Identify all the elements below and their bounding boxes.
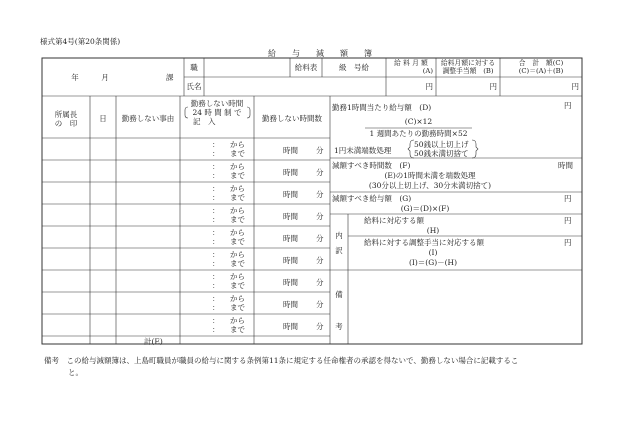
row-jikan: 時間 (283, 146, 298, 155)
gokei-formula: (C)＝(A)＋(B) (518, 67, 564, 75)
row-colon: ： (212, 228, 220, 237)
time-label: 勤務しない時間 (190, 99, 244, 108)
row-jikan: 時間 (283, 190, 298, 199)
row-colon: ： (212, 162, 220, 171)
i-mark: (I) (428, 248, 438, 257)
h-yen: 円 (564, 216, 572, 225)
h-mark: (H) (426, 226, 440, 235)
row-to: まで (230, 281, 245, 290)
row-jikan: 時間 (283, 256, 298, 265)
row-colon: ： (212, 316, 220, 325)
row-from: から (230, 162, 245, 171)
biko-label-2: 考 (335, 322, 343, 331)
d-numerator: (C)×12 (404, 117, 433, 126)
i-formula: (I)＝(G)－(H) (408, 258, 458, 267)
d-denominator: 1 週間あたりの勤務時間×52 (369, 129, 468, 138)
g-yen: 円 (564, 194, 572, 203)
salary-table-label: 給料表 (294, 63, 318, 72)
shozokucho-label-2: の 印 (54, 119, 78, 128)
row-fun: 分 (316, 212, 324, 221)
row-to: まで (230, 259, 245, 268)
row-colon: ： (212, 281, 220, 290)
row-colon: ： (212, 303, 220, 312)
row-to: まで (230, 193, 245, 202)
row-fun: 分 (316, 234, 324, 243)
row-to: まで (230, 171, 245, 180)
row-colon: ： (212, 250, 220, 259)
row-from: から (230, 184, 245, 193)
row-colon: ： (212, 184, 220, 193)
row-from: から (230, 140, 245, 149)
row-colon: ： (212, 237, 220, 246)
row-jikan: 時間 (283, 212, 298, 221)
row-colon: ： (212, 259, 220, 268)
row-to: まで (230, 237, 245, 246)
grade-label: 級 号給 (339, 63, 369, 72)
year-month-label: 年 月 (71, 73, 109, 82)
hours-label: 勤務しない時間数 (262, 114, 322, 123)
row-from: から (230, 206, 245, 215)
row-fun: 分 (316, 300, 324, 309)
row-colon: ： (212, 149, 220, 158)
row-jikan: 時間 (283, 300, 298, 309)
row-from: から (230, 294, 245, 303)
row-fun: 分 (316, 146, 324, 155)
d-yen: 円 (564, 101, 572, 110)
time-24h-label: 24 時 間 制 で (192, 108, 242, 117)
d-label: 勤務1時間当たり給与額 (D) (332, 103, 432, 112)
i-label: 給料に対する調整手当に対応する額 (364, 238, 484, 247)
i-yen: 円 (564, 238, 572, 247)
row-colon: ： (212, 140, 220, 149)
rounding-down: 50銭未満切捨て (414, 149, 469, 158)
row-jikan: 時間 (283, 322, 298, 331)
day-label: 日 (99, 114, 107, 123)
form-title: 給 与 減 額 簿 (268, 49, 372, 58)
biko-label: 備 (335, 290, 343, 299)
row-fun: 分 (316, 190, 324, 199)
g-label: 減額すべき給与額 (G) (332, 194, 412, 203)
row-jikan: 時間 (283, 234, 298, 243)
row-from: から (230, 316, 245, 325)
shimei-label: 氏名 (186, 82, 202, 91)
f-note-1: (E)の1時間未満を端数処理 (384, 171, 476, 180)
naiyaku-label: 内 (335, 231, 343, 240)
row-to: まで (230, 303, 245, 312)
row-to: まで (230, 149, 245, 158)
row-colon: ： (212, 193, 220, 202)
shozokucho-label: 所属長 (54, 110, 78, 119)
g-formula: (G)＝(D)×(F) (400, 204, 450, 213)
chosei-label: 給料月額に対する (440, 59, 496, 67)
f-unit: 時間 (558, 161, 573, 170)
row-colon: ： (212, 272, 220, 281)
row-colon: ： (212, 171, 220, 180)
kyuryo-getsugaku-mark: (A) (422, 67, 433, 75)
row-from: から (230, 228, 245, 237)
gokei-label: 合 計 額(C) (518, 59, 564, 67)
row-colon: ： (212, 206, 220, 215)
row-colon: ： (212, 294, 220, 303)
row-colon: ： (212, 325, 220, 334)
row-to: まで (230, 215, 245, 224)
rounding-label: 1円未満端数処理 (334, 146, 392, 155)
row-fun: 分 (316, 322, 324, 331)
row-to: まで (230, 325, 245, 334)
row-from: から (230, 250, 245, 259)
shoku-label: 職 (190, 63, 198, 72)
time-record-label: 記 入 (193, 117, 216, 126)
row-jikan: 時間 (283, 278, 298, 287)
chosei-mark: 調整手当額 (B) (442, 67, 494, 75)
row-fun: 分 (316, 256, 324, 265)
row-fun: 分 (316, 168, 324, 177)
naiyaku-label-2: 訳 (335, 246, 343, 255)
rounding-up: 50銭以上切上げ (414, 140, 469, 149)
reason-label: 勤務しない事由 (121, 114, 175, 123)
yen-a: 円 (425, 82, 433, 91)
ka-label: 課 (166, 73, 174, 82)
yen-b: 円 (489, 82, 497, 91)
h-label: 給料に対応する額 (364, 216, 424, 225)
form-number: 様式第4号(第20条関係) (40, 37, 121, 46)
row-colon: ： (212, 215, 220, 224)
f-note-2: (30分以上切上げ、30分未満切捨て) (368, 181, 492, 190)
yen-c: 円 (571, 82, 579, 91)
footer-note-line-1: 備考 この給与減額簿は、上島町職員が職員の給与に関する条例第11条に規定する任命権者の承認を得ないで、勤務しない場合に記載するこ (44, 356, 519, 365)
kyuryo-getsugaku-label: 給 料 月 額 (394, 59, 428, 67)
f-label: 減額すべき時間数 (F) (332, 161, 411, 170)
row-from: から (230, 272, 245, 281)
row-jikan: 時間 (283, 168, 298, 177)
footer-note-line-2: と。 (68, 368, 83, 377)
row-fun: 分 (316, 278, 324, 287)
total-label: 計(E) (144, 337, 163, 346)
